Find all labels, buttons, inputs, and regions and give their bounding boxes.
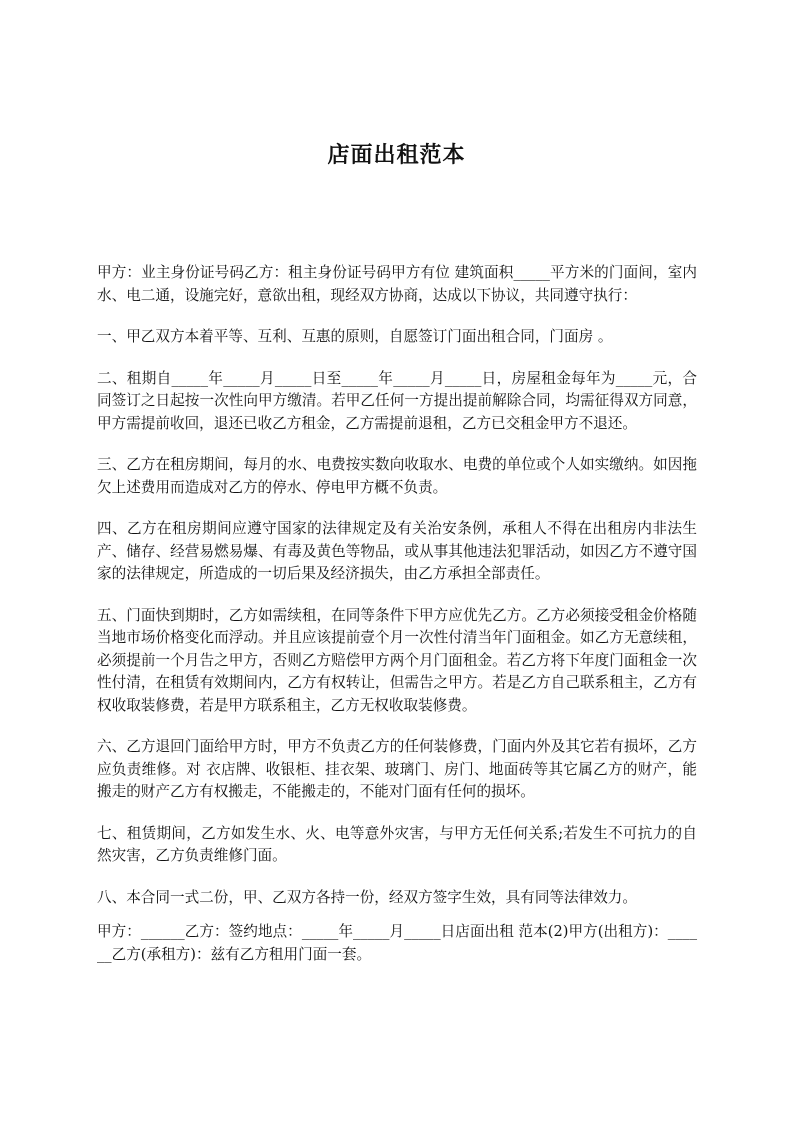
paragraph-clause-7: 七、租赁期间，乙方如发生水、火、电等意外灾害，与甲方无任何关系;若发生不可抗力的自然灾害，乙方负责维修门面。 <box>97 824 697 864</box>
document-body <box>97 262 697 985</box>
document-title: 店面出租范本 <box>327 143 466 168</box>
paragraph-clause-8: 八、本合同一式二份，甲、乙双方各持一份，经双方签字生效，具有同等法律效力。 <box>97 888 637 906</box>
paragraph-clause-5: 五、门面快到期时，乙方如需续租，在同等条件下甲方应优先乙方。乙方必须接受租金价格随当地市场价格变化而浮动。并且应该提前壹个月一次性付清当年门面租金。如乙方无意续租，必须提前一个月告之甲方，否则乙方赔偿甲方两个月门面租金。若乙方将下年度门面租金一次性付清，在租赁有效期间内，乙方有权转让，但需告之甲方。若是乙方自己联系租主，乙方有权收取装修费，若是甲方联系租主，乙方无权收取装修费。 <box>97 606 697 714</box>
paragraph-clause-4: 四、乙方在租房期间应遵守国家的法律规定及有关治安条例，承租人不得在出租房内非法生产、储存、经营易燃易爆、有毒及黄色等物品，或从事其他违法犯罪活动，如因乙方不遵守国家的法律规定，所造成的一切后果及经济损失，由乙方承担全部责任。 <box>97 520 697 582</box>
paragraph-clause-3: 三、乙方在租房期间，每月的水、电费按实数向收取水、电费的单位或个人如实缴纳。如因拖欠上述费用而造成对乙方的停水、停电甲方概不负责。 <box>97 456 697 496</box>
paragraph-signature: 甲方：______乙方：签约地点：_____年_____月_____日店面出租 范本(2)甲方(出租方)：______乙方(承租方)：兹有乙方租用门面一套。 <box>97 923 697 963</box>
paragraph-clause-1: 一、甲乙双方本着平等、互利、互惠的原则，自愿签订门面出租合同，门面房 。 <box>97 328 613 345</box>
paragraph-clause-2: 二、租期自_____年_____月_____日至_____年_____月_____日，房屋租金每年为_____元，合同签订之日起按一次性向甲方缴清。若甲乙任何一方提出提前解除合同，均需征得双方同意，甲方需提前收回，退还已收乙方租金，乙方需提前退租，乙方已交租金甲方不退还。 <box>97 369 697 432</box>
paragraph-clause-6: 六、乙方退回门面给甲方时，甲方不负责乙方的任何装修费，门面内外及其它若有损坏，乙方应负责维修。对 衣店牌、收银柜、挂衣架、玻璃门、房门、地面砖等其它属乙方的财产，能搬走的财产乙方有权搬走，不能搬走的，不能对门面有任何的损坏。 <box>97 738 697 800</box>
paragraph-parties: 甲方：业主身份证号码乙方：租主身份证号码甲方有位 建筑面积_____平方米的门面间，室内水、电二通，设施完好，意欲出租，现经双方协商，达成以下协议，共同遵守执行： <box>97 264 697 304</box>
